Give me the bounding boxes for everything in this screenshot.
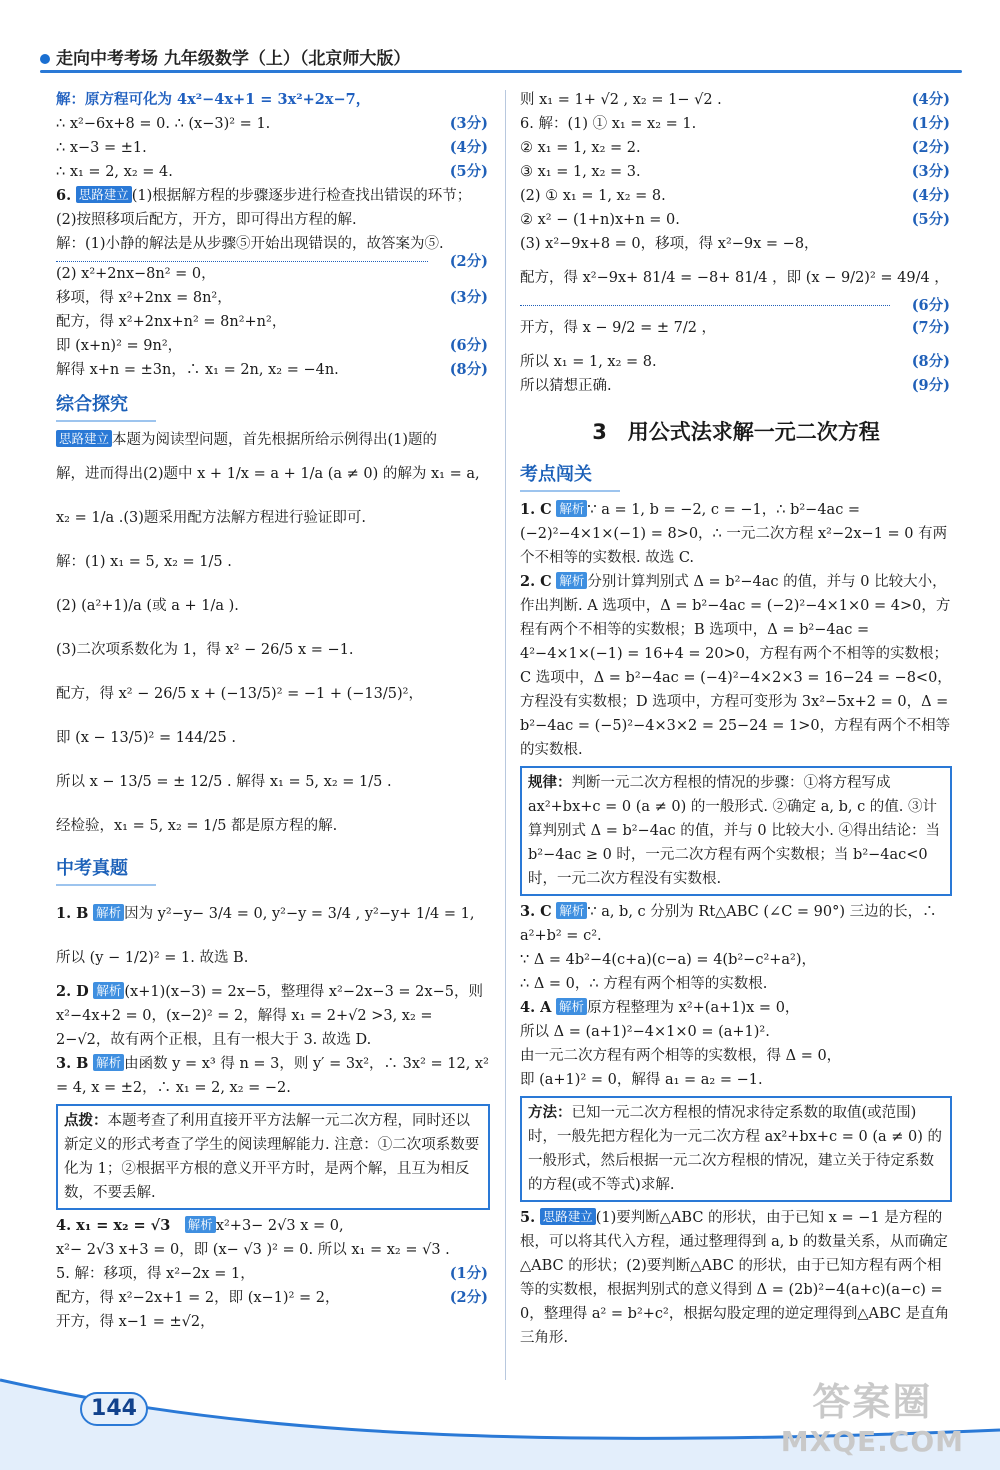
score-label: (6分)	[911, 297, 950, 314]
left-line: (3)二次项系数化为 1，得 x² − 26/5 x = −1.	[56, 642, 354, 658]
score-label: (5分)	[911, 211, 950, 228]
header-title: 走向中考考场 九年级数学（上）（北京师大版）	[56, 49, 411, 69]
left-line: 移项，得 x²+2nx = 8n²， (3分)	[56, 286, 490, 310]
section-title-kaodian: 考点闯关	[520, 460, 620, 492]
score-label: (8分)	[911, 353, 950, 370]
dotted-leader	[520, 294, 890, 306]
page-header	[40, 44, 410, 69]
k5-block: 5. 思路建立 (1)要判断△ABC 的形状，由于已知 x = −1 是方程的根，可以将其代入方程，通过整理得到 a, b 的数量关系，从而确定△ABC 的形状；(2)要判断△ABC 的形状，由于已知方程有两个相等的实数根，根据判别式的意义得到 Δ = (2b)²−4(a+c)(a−c) = 0，整理得 a² = b²+c²，根据勾股定理的逆定理得到△ABC 是直角三角形.	[520, 1209, 950, 1346]
score-label: (3分)	[449, 115, 488, 132]
score-label: (2分)	[449, 253, 488, 270]
score-label: (7分)	[911, 319, 950, 336]
right-line: ∴ Δ = 0，∴ 方程有两个相等的实数根.	[520, 976, 768, 992]
zk3-block: 3. B 解析 由函数 y = x³ 得 n = 3，则 y′ = 3x²，∴ 3x² = 12, x² = 4, x = ±2，∴ x₁ = 2, x₂ = −2.	[56, 1055, 489, 1096]
header-rule	[40, 70, 962, 73]
left-line: x²− 2√3 x+3 = 0，即 (x− √3 )² = 0. 所以 x₁ = x₂ = √3 .	[56, 1242, 450, 1258]
analysis-tag: 解析	[93, 982, 124, 999]
hint-tag: 思路建立	[56, 430, 112, 447]
left-line	[56, 250, 490, 270]
left-line: 解：原方程可化为 4x²−4x+1 = 3x²+2x−7，	[56, 91, 371, 108]
right-line: 则 x₁ = 1+ √2 , x₂ = 1− √2 . (4分)	[520, 88, 952, 112]
left-line: ∴ x²−6x+8 = 0. ∴ (x−3)² = 1. (3分)	[56, 112, 490, 136]
method-box: 方法：已知一元二次方程根的情况求待定系数的取值(或范围)时，一般先把方程化为一元二次方程 ax²+bx+c = 0 (a ≠ 0) 的一般形式，然后根据一元二次方程根的情况，建立关于待定系数的方程(或不等式)求解.	[520, 1096, 952, 1202]
score-label: (3分)	[911, 163, 950, 180]
left-line: 即 (x − 13/5)² = 144/25 .	[56, 730, 236, 746]
right-line	[520, 294, 952, 314]
analysis-tag: 解析	[185, 1216, 216, 1233]
left-line: ∴ x₁ = 2, x₂ = 4. (5分)	[56, 160, 490, 184]
section-title-zhongkao: 中考真题	[56, 854, 156, 886]
q6-solution: 解：(1)小静的解法是从步骤⑤开始出现错误的，故答案为⑤.	[56, 236, 444, 252]
left-line: ∴ x−3 = ±1. (4分)	[56, 136, 490, 160]
score-label: (4分)	[911, 91, 950, 108]
hint-tag: 思路建立	[76, 186, 132, 203]
left-line: 配方，得 x²−2x+1 = 2，即 (x−1)² = 2， (2分)	[56, 1286, 490, 1310]
right-line: (3) x²−9x+8 = 0，移项，得 x²−9x = −8，	[520, 236, 819, 252]
right-line: 6. 解：(1) ① x₁ = x₂ = 1. (1分)	[520, 112, 952, 136]
score-label: (1分)	[911, 115, 950, 132]
left-line: 1. B 解析 因为 y²−y− 3/4 = 0, y²−y = 3/4 , y²−y+ 1/4 = 1,	[56, 905, 475, 922]
hint-tag: 思路建立	[540, 1208, 596, 1225]
left-line: 解，进而得出(2)题中 x + 1/x = a + 1/a (a ≠ 0) 的解为 x₁ = a,	[56, 466, 480, 482]
left-line: 开方，得 x−1 = ±√2，	[56, 1314, 215, 1330]
left-column	[56, 88, 490, 1334]
score-label: (2分)	[449, 1289, 488, 1306]
left-line: (2) x²+2nx−8n² = 0，	[56, 266, 216, 282]
score-label: (4分)	[911, 187, 950, 204]
right-line: ② x₁ = 1, x₂ = 2. (2分)	[520, 136, 952, 160]
dotted-leader	[56, 250, 428, 262]
right-line: 所以猜想正确. (9分)	[520, 374, 952, 398]
section-title-zonghe: 综合探究	[56, 390, 156, 422]
q6-hint: 6. 思路建立 (1)根据解方程的步骤逐步进行检查找出错误的环节；(2)按照移项后配方，开方，即可得出方程的解.	[56, 187, 472, 228]
tip-box: 点拨：本题考查了利用直接开平方法解一元二次方程，同时还以新定义的形式考查了学生的阅读理解能力. 注意：①二次项系数要化为 1；②根据平方根的意义开平方时，是两个解，且互为相反数，不要丢解.	[56, 1104, 490, 1210]
right-line: ② x² − (1+n)x+n = 0. (5分)	[520, 208, 952, 232]
header-bullet-icon	[40, 54, 50, 64]
score-label: (1分)	[449, 1265, 488, 1282]
right-line: 所以 x₁ = 1, x₂ = 8. (8分)	[520, 350, 952, 374]
analysis-tag: 解析	[556, 902, 587, 919]
k3-block: 3. C 解析 ∵ a, b, c 分别为 Rt△ABC (∠C = 90°) 三边的长，∴ a²+b² = c².	[520, 903, 937, 944]
left-line: 解得 x+n = ±3n，∴ x₁ = 2n, x₂ = −4n. (8分)	[56, 358, 490, 382]
right-line: ∵ Δ = 4b²−4(c+a)(c−a) = 4(b²−c²+a²)，	[520, 952, 817, 968]
right-line: 开方，得 x − 9/2 = ± 7/2 ， (7分)	[520, 306, 952, 350]
k2-block: 2. C 解析 分别计算判别式 Δ = b²−4ac 的值，并与 0 比较大小，作出判断. A 选项中，Δ = b²−4ac = (−2)²−4×1×0 = 4>0，方程有两个不相等的实数根；B 选项中，Δ = b²−4ac = 4²−4×1×(−1) = 16+4 = 20>0，方程有两个不相等的实数根；C 选项中，Δ = b²−4ac = (−4)²−4×2×3 = 16−24 = −8<0，方程没有实数根；D 选项中，方程可变形为 3x²−5x+2 = 0，Δ = b²−4ac = (−5)²−4×3×2 = 25−24 = 1>0，方程有两个不相等的实数根.	[520, 573, 952, 758]
right-column	[520, 88, 952, 1350]
right-line: ③ x₁ = 1, x₂ = 3. (3分)	[520, 160, 952, 184]
left-line: 4. x₁ = x₂ = √3 解析 x²+3− 2√3 x = 0,	[56, 1217, 344, 1234]
right-line: 4. A 解析 原方程整理为 x²+(a+1)x = 0，	[520, 999, 800, 1016]
watermark: 答案圈 MXQE.COM	[780, 1380, 964, 1458]
left-line: 所以 (y − 1/2)² = 1. 故选 B.	[56, 950, 249, 966]
score-label: (6分)	[449, 337, 488, 354]
k1-block: 1. C 解析 ∵ a = 1, b = −2, c = −1，∴ b²−4ac = (−2)²−4×1×(−1) = 8>0，∴ 一元二次方程 x²−2x−1 = 0 有两个不相等的实数根. 故选 C.	[520, 501, 948, 566]
analysis-tag: 解析	[556, 500, 587, 517]
lesson-title: 3 用公式法求解一元二次方程	[592, 420, 880, 444]
right-line: 即 (a+1)² = 0，解得 a₁ = a₂ = −1.	[520, 1072, 763, 1088]
zk2-block: 2. D 解析 (x+1)(x−3) = 2x−5，整理得 x²−2x−3 = 2x−5，则 x²−4x+2 = 0，(x−2)² = 2，解得 x₁ = 2+√2 >3, x₂ = 2−√2，故有两个正根，且有一根大于 3. 故选 D.	[56, 983, 483, 1048]
left-line: (2) (a²+1)/a (或 a + 1/a ).	[56, 598, 239, 614]
analysis-tag: 解析	[556, 572, 587, 589]
left-line: 配方，得 x²+2nx+n² = 8n²+n²，	[56, 314, 287, 330]
right-line: 配方，得 x²−9x+ 81/4 = −8+ 81/4 ，即 (x − 9/2)² = 49/4 ，	[520, 270, 949, 286]
right-line: (2) ① x₁ = 1, x₂ = 8. (4分)	[520, 184, 952, 208]
analysis-tag: 解析	[93, 1054, 124, 1071]
left-line: 即 (x+n)² = 9n²， (6分)	[56, 334, 490, 358]
score-label: (3分)	[449, 289, 488, 306]
left-line: 配方，得 x² − 26/5 x + (−13/5)² = −1 + (−13/5)²，	[56, 686, 423, 702]
page-number: 144	[80, 1392, 148, 1426]
left-line: 所以 x − 13/5 = ± 12/5 . 解得 x₁ = 5, x₂ = 1/5 .	[56, 774, 392, 790]
analysis-tag: 解析	[93, 904, 124, 921]
score-label: (5分)	[449, 163, 488, 180]
right-line: 由一元二次方程有两个相等的实数根，得 Δ = 0，	[520, 1048, 842, 1064]
analysis-tag: 解析	[556, 998, 587, 1015]
left-line: 解：(1) x₁ = 5, x₂ = 1/5 .	[56, 554, 232, 570]
rule-box: 规律：判断一元二次方程根的情况的步骤：①将方程写成 ax²+bx+c = 0 (a ≠ 0) 的一般形式. ②确定 a, b, c 的值. ③计算判别式 Δ = b²−4ac 的值，并与 0 比较大小. ④得出结论：当 b²−4ac ≥ 0 时，一元二次方程有两个实数根；当 b²−4ac<0 时，一元二次方程没有实数根.	[520, 766, 952, 896]
left-line: 5. 解：移项，得 x²−2x = 1， (1分)	[56, 1262, 490, 1286]
left-line: 经检验，x₁ = 5, x₂ = 1/5 都是原方程的解.	[56, 818, 338, 834]
score-label: (2分)	[911, 139, 950, 156]
left-line: x₂ = 1/a .(3)题采用配方法解方程进行验证即可.	[56, 510, 366, 526]
score-label: (8分)	[449, 361, 488, 378]
score-label: (4分)	[449, 139, 488, 156]
column-divider	[505, 90, 506, 1380]
zh-hint: 思路建立 本题为阅读型问题，首先根据所给示例得出(1)题的	[56, 428, 490, 452]
score-label: (9分)	[911, 377, 950, 394]
right-line: 所以 Δ = (a+1)²−4×1×0 = (a+1)².	[520, 1024, 770, 1040]
